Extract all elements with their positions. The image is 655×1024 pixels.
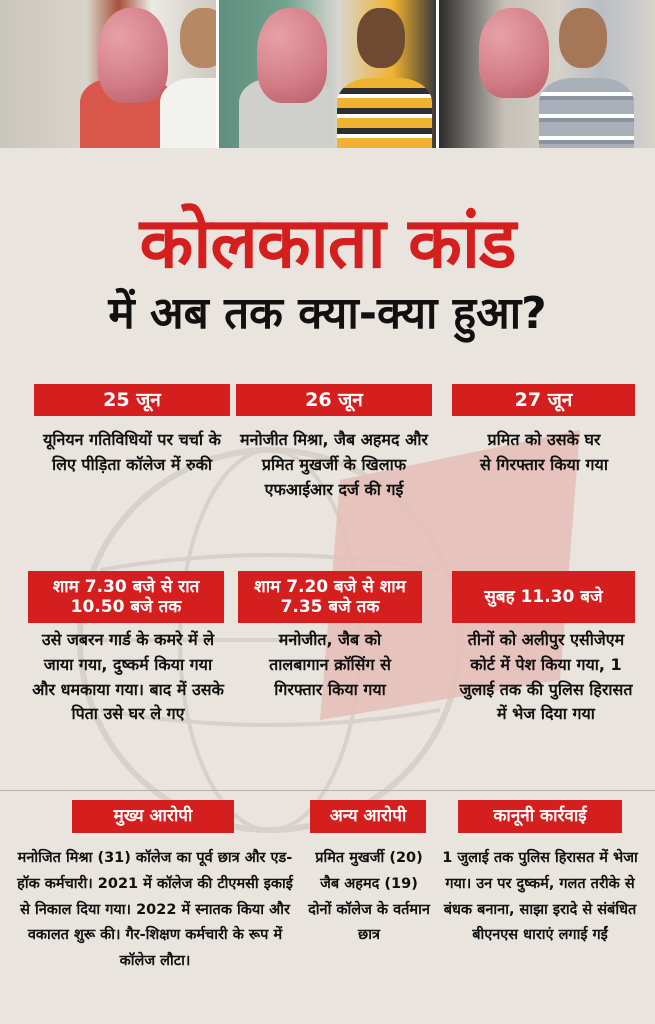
section-tag-main-accused: मुख्य आरोपी bbox=[72, 800, 234, 833]
headline-subtitle: में अब तक क्या-क्या हुआ? bbox=[108, 288, 547, 339]
time-text-1: उसे जबरन गार्ड के कमरे में ले जाया गया, दुष्कर्म किया गया और धमकाया गया। बाद में उसके पिता उसे घर ले गए bbox=[32, 630, 224, 724]
time-tag-morning: सुबह 11.30 बजे bbox=[452, 571, 635, 623]
time-text-3: तीनों को अलीपुर एसीजेएम कोर्ट में पेश किया गया, 1 जुलाई तक की पुलिस हिरासत में भेज दिया गया bbox=[459, 630, 633, 724]
photo-accused-1 bbox=[0, 0, 216, 148]
time-tag-evening-1: शाम 7.30 बजे से रात 10.50 बजे तक bbox=[28, 571, 224, 623]
hooded-person bbox=[98, 8, 168, 103]
timeline-text-27-june: प्रमित को उसके घर से गिरफ्तार किया गया bbox=[480, 430, 608, 474]
section-tag-legal-action: कानूनी कार्रवाई bbox=[458, 800, 622, 833]
escort-head bbox=[357, 8, 405, 68]
time-tag-evening-2: शाम 7.20 बजे से शाम 7.35 बजे तक bbox=[238, 571, 422, 623]
shirt-shape bbox=[539, 78, 634, 148]
date-tag-27-june: 27 जून bbox=[452, 384, 635, 416]
section-tag-other-accused: अन्य आरोपी bbox=[310, 800, 426, 833]
time-text-2: मनोजीत, जैब को तालबागान क्रॉसिंग से गिरफ्तार किया गया bbox=[269, 630, 391, 699]
timeline-text-25-june: यूनियन गतिविधियों पर चर्चा के लिए पीड़िता कॉलेज में रुकी bbox=[43, 430, 221, 474]
date-tag-25-june: 25 जून bbox=[34, 384, 230, 416]
section-text-other-accused: प्रमित मुखर्जी (20) जैब अहमद (19) दोनों कॉलेज के वर्तमान छात्र bbox=[308, 850, 430, 944]
photo-strip bbox=[0, 0, 655, 148]
photo-accused-3 bbox=[439, 0, 655, 148]
section-text-main-accused: मनोजित मिश्रा (31) कॉलेज का पूर्व छात्र और एड-हॉक कर्मचारी। 2021 में कॉलेज की टीएमसी इकाई से निकाल दिया गया। 2022 में स्नातक किया और वकालत शुरू की। गैर-शिक्षण कर्मचारी के रूप में कॉलेज लौटा। bbox=[17, 850, 293, 970]
timeline-text-26-june: मनोजीत मिश्रा, जैब अहमद और प्रमित मुखर्जी के खिलाफ एफआईआर दर्ज की गई bbox=[240, 430, 428, 499]
photo-accused-2 bbox=[219, 0, 435, 148]
hooded-person bbox=[257, 8, 327, 103]
section-text-legal-action: 1 जुलाई तक पुलिस हिरासत में भेजा गया। उन पर दुष्कर्म, गलत तरीके से बंधक बनाना, साझा इरादे से संबंधित बीएनएस धाराएं लगाई गईं bbox=[442, 850, 638, 944]
shirt-shape bbox=[337, 78, 432, 148]
shirt-shape bbox=[160, 78, 216, 148]
escort-head bbox=[180, 8, 216, 68]
date-tag-26-june: 26 जून bbox=[236, 384, 432, 416]
hooded-person bbox=[479, 8, 549, 98]
escort-head bbox=[559, 8, 607, 68]
section-divider bbox=[0, 790, 655, 791]
headline-title: कोलकाता कांड bbox=[139, 202, 516, 284]
